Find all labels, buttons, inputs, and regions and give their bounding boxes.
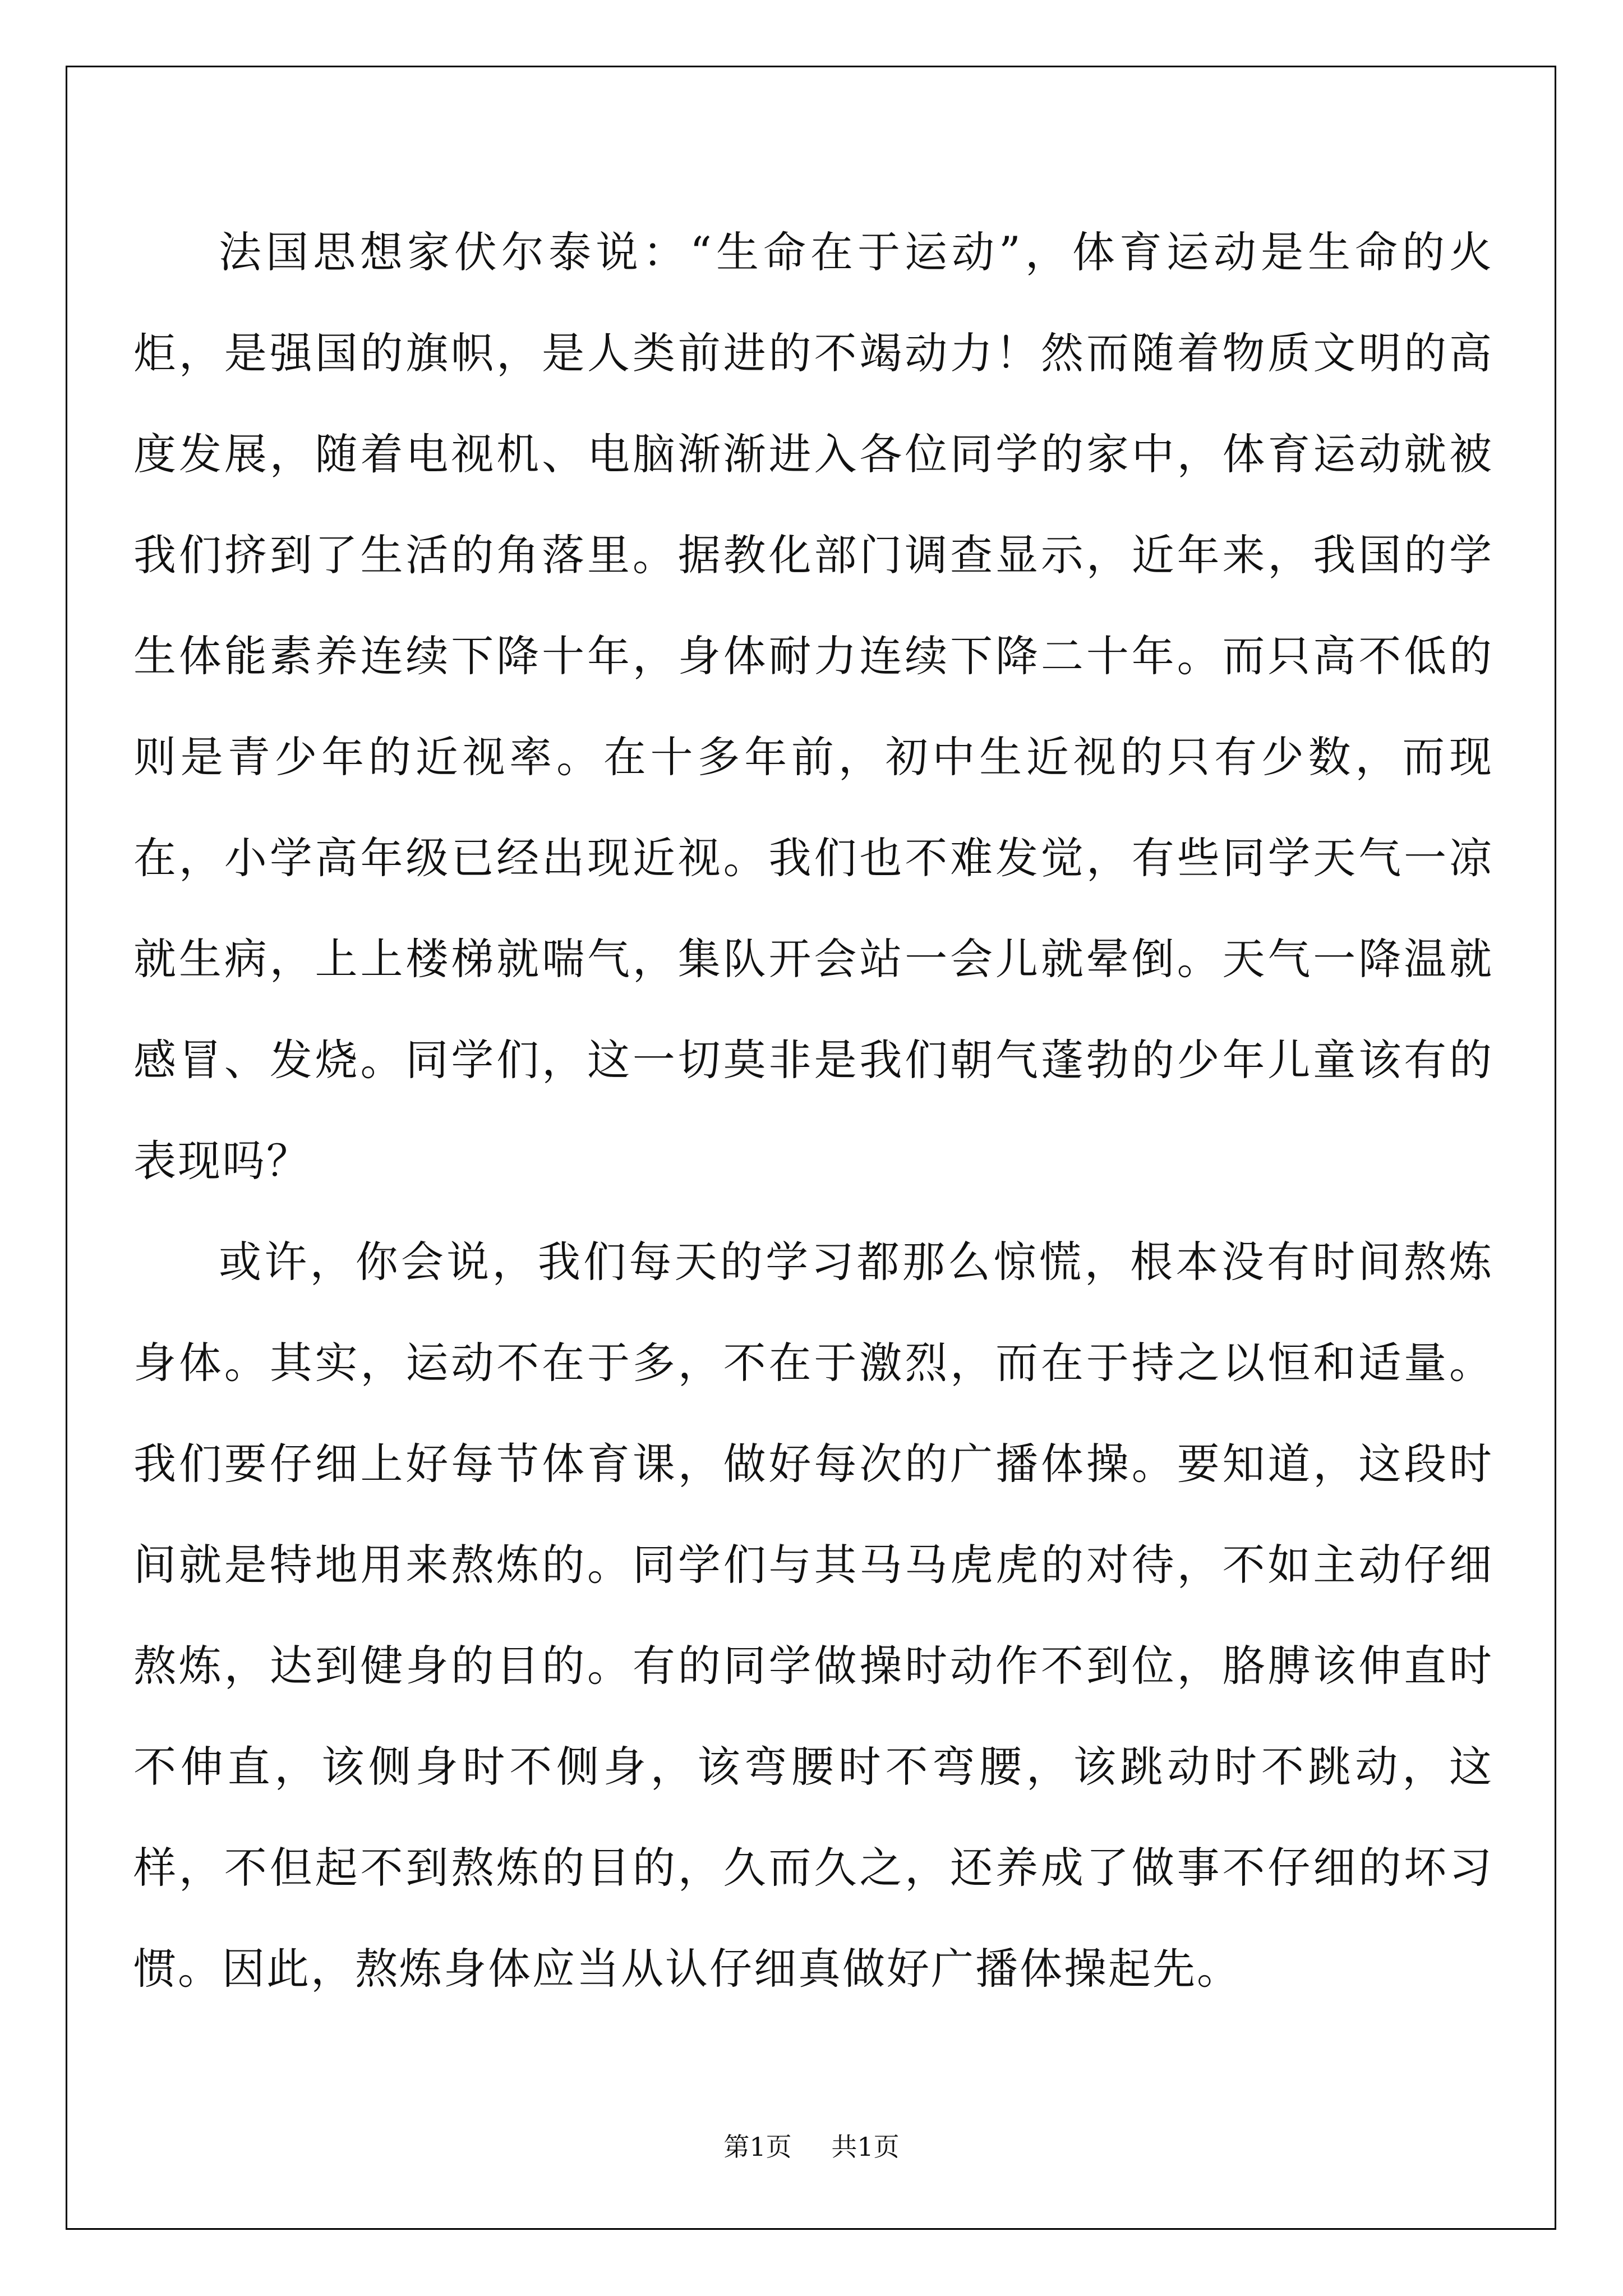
- page-number: 第1页: [723, 2132, 792, 2162]
- page-total: 共1页: [831, 2132, 900, 2162]
- document-body: [133, 202, 1493, 2019]
- paragraph-2: 或许，你会说，我们每天的学习都那么惊慌，根本没有时间熬炼身体。其实，运动不在于多，不在于激烈，而在于持之以恒和适量。我们要仔细上好每节体育课，做好每次的广播体操。要知道，这段时间就是特地用来熬炼的。同学们与其马马虎虎的对待，不如主动仔细熬炼，达到健身的目的。有的同学做操时动作不到位，胳膊该伸直时不伸直，该侧身时不侧身，该弯腰时不弯腰，该跳动时不跳动，这样，不但起不到熬炼的目的，久而久之，还养成了做事不仔细的坏习惯。因此，熬炼身体应当从认仔细真做好广播体操起先。: [133, 1237, 1493, 1994]
- page-footer: [0, 2130, 1623, 2164]
- paragraph-1: 法国思想家伏尔泰说：“生命在于运动”，体育运动是生命的火炬，是强国的旗帜，是人类前进的不竭动力！然而随着物质文明的高度发展，随着电视机、电脑渐渐进入各位同学的家中，体育运动就被我们挤到了生活的角落里。据教化部门调查显示，近年来，我国的学生体能素养连续下降十年，身体耐力连续下降二十年。而只高不低的则是青少年的近视率。在十多年前，初中生近视的只有少数，而现在，小学高年级已经出现近视。我们也不难发觉，有些同学天气一凉就生病，上上楼梯就喘气，集队开会站一会儿就晕倒。天气一降温就感冒、发烧。同学们，这一切莫非是我们朝气蓬勃的少年儿童该有的表现吗？: [133, 227, 1493, 1186]
